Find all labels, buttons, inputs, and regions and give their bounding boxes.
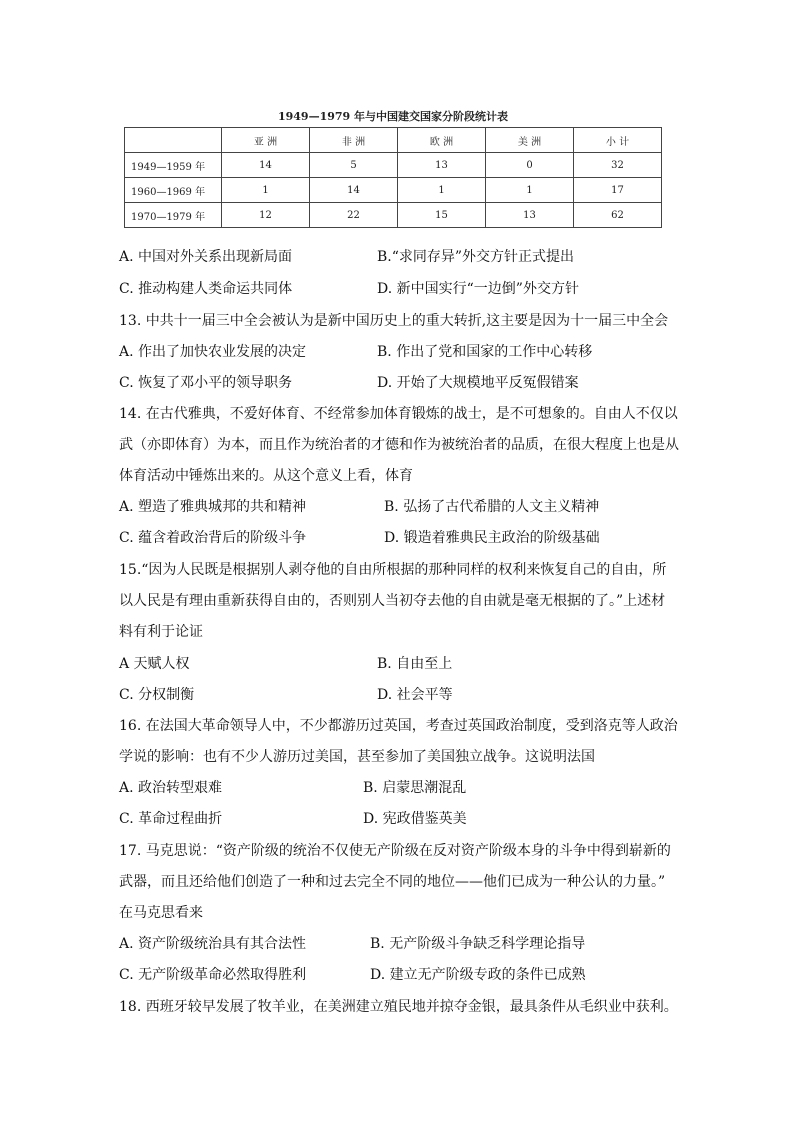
table-cell: 15: [398, 203, 486, 228]
q17-option-c: C. 无产阶级革命必然取得胜利: [119, 967, 307, 983]
q15-stem-line-3: 料有利于论证: [119, 624, 203, 640]
table-cell: 13: [398, 153, 486, 178]
table-cell: 0: [486, 153, 574, 178]
q16-option-d: D. 宪政借鉴英美: [363, 811, 467, 827]
statistics-table: [124, 127, 662, 228]
table-cell: 1: [398, 178, 486, 203]
q15-option-b: B. 自由至上: [377, 656, 453, 672]
table-cell: 1: [222, 178, 310, 203]
q14-stem-line-3: 体育活动中锤炼出来的。从这个意义上看，体育: [119, 468, 413, 484]
q17-option-d: D. 建立无产阶级专政的条件已成熟: [370, 967, 586, 983]
q13-stem: 13. 中共十一届三中全会被认为是新中国历史上的重大转折,这主要是因为十一届三中全会: [119, 313, 669, 329]
table-header-cell: 小 计: [574, 128, 662, 153]
table-cell: 14: [310, 178, 398, 203]
q13-option-d: D. 开始了大规模地平反冤假错案: [377, 375, 579, 391]
table-cell: 22: [310, 203, 398, 228]
table-header-cell: 非 洲: [310, 128, 398, 153]
table-cell: 62: [574, 203, 662, 228]
q14-option-c: C. 蕴含着政治背后的阶级斗争: [119, 530, 307, 546]
q14-option-d: D. 锻造着雅典民主政治的阶级基础: [384, 530, 600, 546]
q12-option-d: D. 新中国实行“一边倒”外交方针: [377, 281, 579, 297]
q12-option-a: A. 中国对外关系出现新局面: [119, 249, 293, 265]
q16-option-a: A. 政治转型艰难: [119, 780, 223, 796]
table-cell: 17: [574, 178, 662, 203]
table-header-cell: [125, 128, 222, 153]
table-header-cell: 亚 洲: [222, 128, 310, 153]
table-cell: 5: [310, 153, 398, 178]
q13-option-a: A. 作出了加快农业发展的决定: [119, 344, 307, 360]
table-cell: 32: [574, 153, 662, 178]
table-row: [125, 153, 662, 178]
q16-option-b: B. 启蒙思潮混乱: [363, 780, 467, 796]
table-cell: 13: [486, 203, 574, 228]
table-header-row: [125, 128, 662, 153]
q13-option-b: B. 作出了党和国家的工作中心转移: [377, 344, 593, 360]
q14-stem-line-2: 武（亦即体育）为本，而且作为统治者的才德和作为被统治者的品质，在很大程度上也是从: [119, 437, 679, 453]
q17-stem-line-2: 武器，而且还给他们创造了一种和过去完全不同的地位——他们已成为一种公认的力量。”: [119, 874, 666, 890]
q15-stem-line-2: 以人民是有理由重新获得自由的，否则别人当初夺去他的自由就是毫无根据的了。”上述材: [119, 593, 666, 609]
q16-stem-line-1: 16. 在法国大革命领导人中，不少都游历过英国，考查过英国政治制度，受到洛克等人政治: [119, 718, 678, 734]
table-cell: 1960—1969 年: [125, 178, 222, 203]
q16-option-c: C. 革命过程曲折: [119, 811, 223, 827]
table-header-cell: 欧 洲: [398, 128, 486, 153]
q12-option-c: C. 推动构建人类命运共同体: [119, 281, 293, 297]
q17-option-a: A. 资产阶级统治具有其合法性: [119, 936, 307, 952]
q13-option-c: C. 恢复了邓小平的领导职务: [119, 375, 293, 391]
table-row: [125, 178, 662, 203]
table-cell: 14: [222, 153, 310, 178]
table-cell: 1949—1959 年: [125, 153, 222, 178]
q17-stem-line-1: 17. 马克思说：“资产阶级的统治不仅使无产阶级在反对资产阶级本身的斗争中得到崭新的: [119, 843, 671, 859]
q18-stem-line-1: 18. 西班牙较早发展了牧羊业，在美洲建立殖民地并掠夺金银，最具条件从毛织业中获利。: [119, 999, 678, 1015]
q12-option-b: B.“求同存异”外交方针正式提出: [377, 249, 575, 265]
table-cell: 1: [486, 178, 574, 203]
q16-stem-line-2: 学说的影响：也有不少人游历过美国，甚至参加了美国独立战争。这说明法国: [119, 749, 595, 765]
q17-stem-line-3: 在马克思看来: [119, 905, 203, 921]
table-row: [125, 203, 662, 228]
table-cell: 1970—1979 年: [125, 203, 222, 228]
q17-option-b: B. 无产阶级斗争缺乏科学理论指导: [370, 936, 586, 952]
q14-option-a: A. 塑造了雅典城邦的共和精神: [119, 499, 307, 515]
q14-option-b: B. 弘扬了古代希腊的人文主义精神: [384, 499, 600, 515]
q15-option-d: D. 社会平等: [377, 687, 453, 703]
table-header-cell: 美 洲: [486, 128, 574, 153]
q15-stem-line-1: 15.“因为人民既是根据别人剥夺他的自由所根据的那种同样的权利来恢复自己的自由，所: [119, 562, 667, 578]
q14-stem-line-1: 14. 在古代雅典，不爱好体育、不经常参加体育锻炼的战士，是不可想象的。自由人不仅以: [119, 406, 678, 422]
q15-option-a: A 天赋人权: [119, 656, 190, 672]
table-cell: 12: [222, 203, 310, 228]
table-title: 1949—1979 年与中国建交国家分阶段统计表: [277, 110, 509, 123]
q15-option-c: C. 分权制衡: [119, 687, 195, 703]
